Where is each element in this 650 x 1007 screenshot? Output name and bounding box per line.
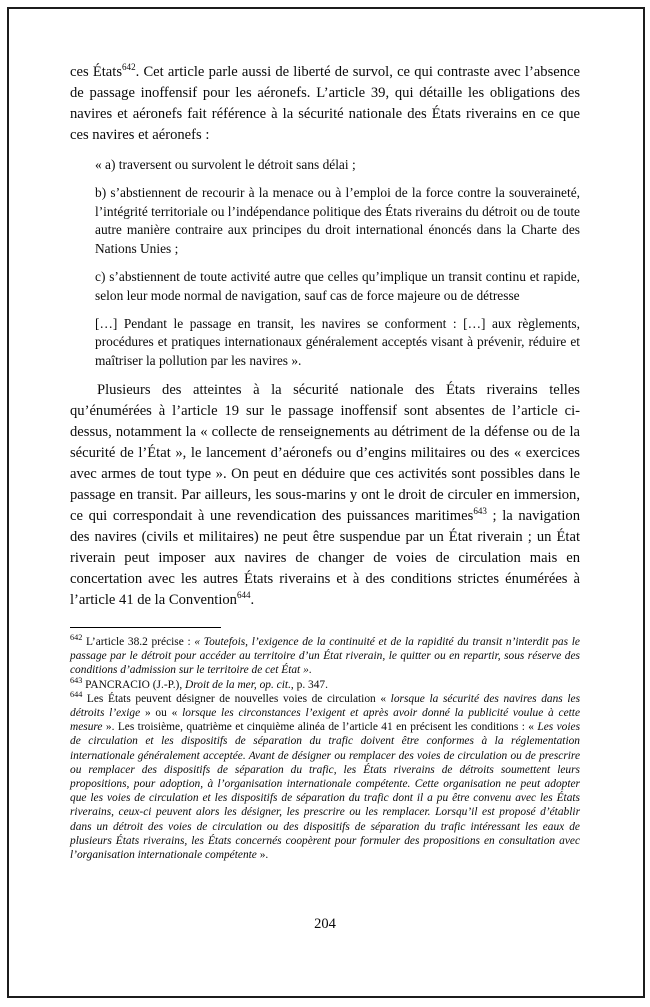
page-content xyxy=(70,62,580,862)
quote-item-c: c) s’abstiennent de toute activité autre que celles qu’implique un transit continu et rapide, selon leur mode normal de navigation, sauf cas de force majeure ou de détresse xyxy=(95,268,580,303)
footnote-marker: 642 xyxy=(70,633,83,643)
quote-item-d: […] Pendant le passage en transit, les navires se conforment : […] aux règlements, procédures et pratiques internationaux généralement acceptés visant à prévenir, réduire et maîtriser la pollution par les navires ». xyxy=(95,315,580,369)
quote-item-b: b) s’abstiennent de recourir à la menace ou à l’emploi de la force contre la souveraineté, l’intégrité territoriale ou l’indépendance politique des États riverains du détroit ou de toute autre manière contraire aux principes du droit international énoncés dans la Charte des Nations Unies ; xyxy=(95,184,580,257)
footnote-text: ». xyxy=(256,849,269,862)
footnote-text: L’article 38.2 précise : xyxy=(82,635,195,648)
footnote-ref-644: 644 xyxy=(236,590,251,601)
footnote-ref-642: 642 xyxy=(122,62,136,73)
footnote-text: Les voies de circulation et les dispositifs de séparation du trafic doivent être conformes à la réglementation internationale généralement acceptée. Avant de désigner ou remplacer des voies de circulation ou de prescrire ou remplacer des dispositifs de séparation du trafic, les États riverains de détroits soumettent leurs propositions, pour adoption, à l’organisation internationale compétente. Cette organisation ne peut adopter que les voies de circulation et les dispositifs de séparation du trafic dont il a pu être convenu avec les États riverains, ceux-ci peuvent alors les désigner, les prescrire ou les remplacer. Lorsqu’il est proposé d’établir dans un détroit des voies de circulation ou des dispositifs de séparation du trafic intéressant les eaux de plusieurs États riverains, les États concernés coopèrent pour formuler des propositions en consultation avec l’organisation internationale compétente xyxy=(70,721,581,862)
quote-item-a: « a) traversent ou survolent le détroit sans délai ; xyxy=(95,157,356,172)
footnote-642 xyxy=(70,635,580,678)
footnote-text: PANCRACIO (J.-P.), xyxy=(82,678,186,691)
footnote-text: Les États peuvent désigner de nouvelles voies de circulation « xyxy=(82,692,391,705)
footnote-ref-643: 643 xyxy=(473,506,487,517)
body-text: . Cet article parle aussi de liberté de survol, ce qui contraste avec l’absence de passage inoffensif pour les aéronefs. L’article 39, qui détaille les obligations des navires et aéronefs fait référence à la sécurité nationale des États riverains en ce que ces navires et aéronefs : xyxy=(70,64,580,143)
footnote-text: ». Les troisième, quatrième et cinquième alinéa de l’article 41 en précisent les conditions : « xyxy=(102,721,538,734)
footnote-text: lorsque les circonstances l’exigent et après avoir donné la publicité voulue à cette mesure xyxy=(70,706,581,734)
body-text: . xyxy=(250,591,255,608)
footnote-text: , p. 347. xyxy=(290,678,328,691)
footnote-text: . xyxy=(308,664,312,677)
footnote-marker: 643 xyxy=(70,675,83,685)
paragraph-analysis xyxy=(70,380,580,611)
footnote-text: Droit de la mer, op. cit. xyxy=(185,678,291,691)
body-text: ; la navigation des navires (civils et militaires) ne peut être suspendue par un État riverain ; un État riverain peut imposer aux navires de changer de voies de circulation mais en concertation avec les autres États riverains et à des conditions strictes énumérées à l’article 41 de la Convention xyxy=(70,507,580,608)
footnote-separator xyxy=(70,627,221,628)
body-text: Plusieurs des atteintes à la sécurité nationale des États riverains telles qu’énumérées à l’article 19 sur le passage inoffensif sont absentes de l’article ci-dessus, notamment la « collecte de renseignements au détriment de la défense ou de la sécurité de l’État », le lancement d’aéronefs ou d’engins militaires ou des « exercices avec armes de tout type ». On peut en déduire que ces activités sont possibles dans le passage en transit. Par ailleurs, les sous-marins y ont le droit de circuler en immersion, ce qui correspondait à une revendication des puissances maritimes xyxy=(70,381,580,524)
footnote-643 xyxy=(70,675,580,692)
footnote-marker: 644 xyxy=(70,689,83,699)
footnote-text: lorsque la sécurité des navires dans les détroits l’exige xyxy=(70,692,580,719)
footnote-text: » ou « xyxy=(140,706,183,719)
footnotes-section xyxy=(70,635,580,862)
footnote-text: « Toutefois, l’exigence de la continuité et de la rapidité du transit n’interdit pas le passage par le détroit pour accéder au territoire d’un État riverain, le quitter ou en repartir, sous réserve des conditions d’admission sur le territoire de cet État » xyxy=(70,635,580,677)
body-text: ces États xyxy=(70,64,123,80)
footnote-644 xyxy=(70,689,581,862)
paragraph-intro xyxy=(70,62,580,146)
article-quote-block xyxy=(95,156,580,371)
page-number: 204 xyxy=(314,916,336,932)
